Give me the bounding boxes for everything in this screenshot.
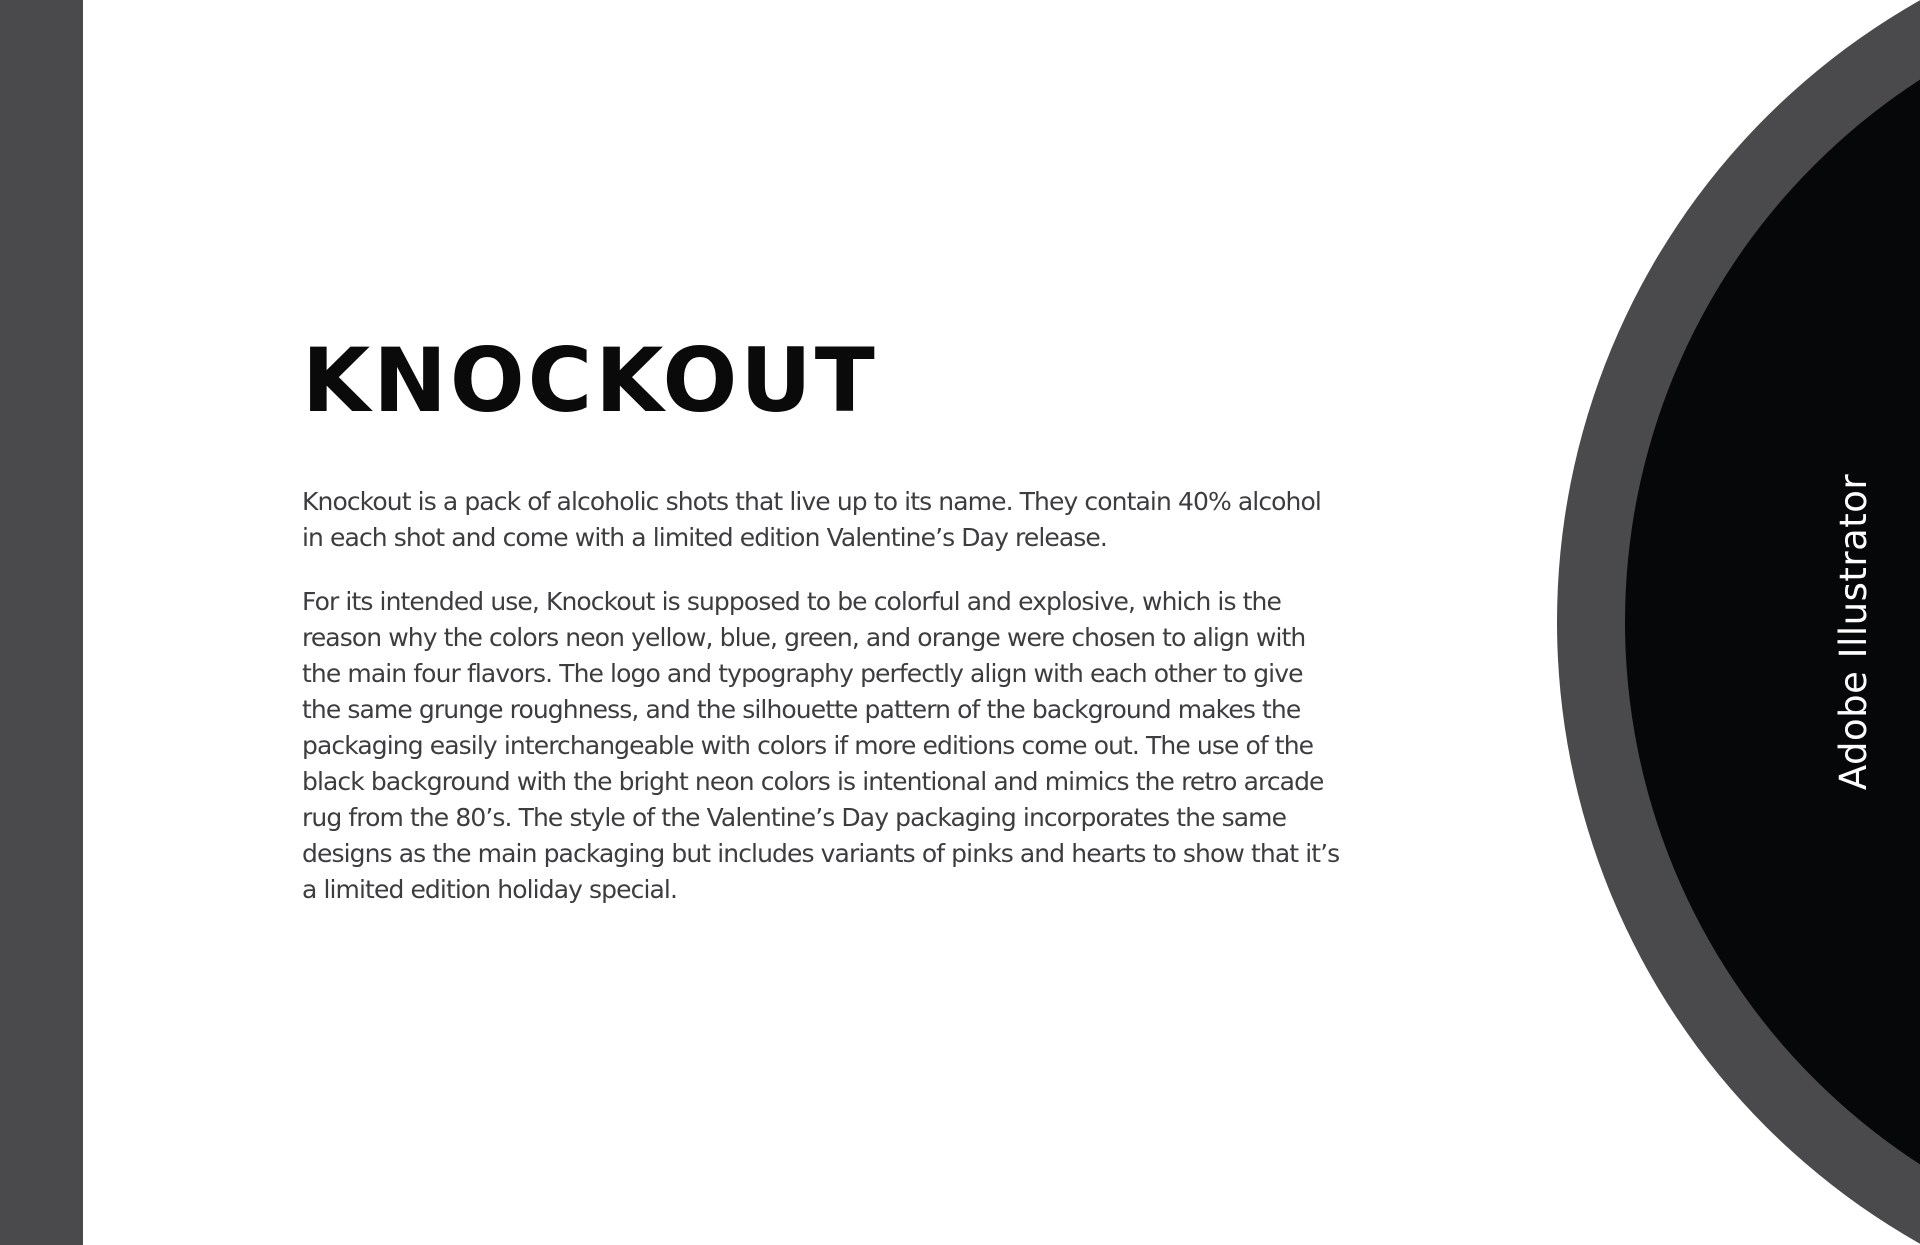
paragraph-intro: Knockout is a pack of alcoholic shots that live up to its name. They contain 40% alcohol in each shot and come with a limited edition Valentine’s Day release. [302, 487, 1321, 552]
software-label: Adobe Illustrator [1832, 473, 1875, 791]
paragraph-details: For its intended use, Knockout is supposed to be colorful and explosive, which is the reason why the colors neon yellow, blue, green, and orange were chosen to align with the main four flavors. The logo and typography perfectly align with each other to give the same grunge roughness, and the silhouette pattern of the background makes the packaging easily interchangeable with colors if more editions come out. The use of the black background with the bright neon colors is intentional and mimics the retro arcade rug from the 80’s. The style of the Valentine’s Day packaging incorporates the same designs as the main packaging but includes variants of pinks and hearts to show that it’s a limited edition holiday special. [302, 587, 1340, 904]
page-title: KNOCKOUT [302, 329, 878, 432]
description-block [302, 484, 1342, 936]
